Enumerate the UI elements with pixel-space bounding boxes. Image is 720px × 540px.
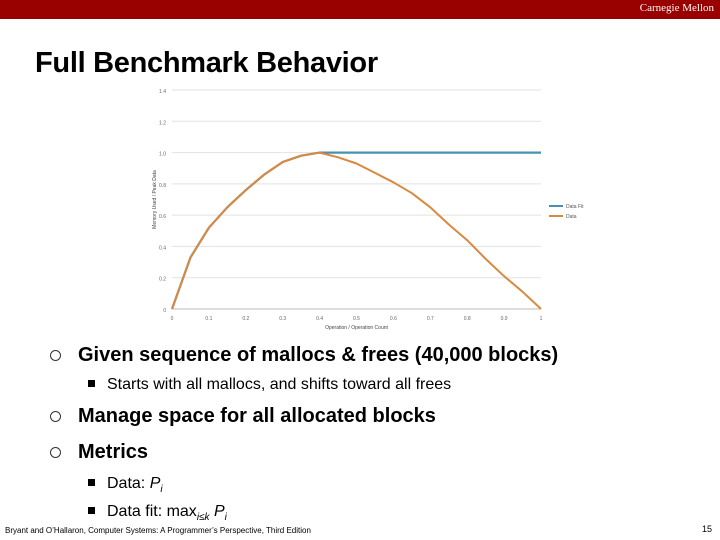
fit-sub: i≤k — [196, 512, 210, 524]
legend-label: Data — [566, 214, 577, 220]
bullet-marker-icon — [50, 411, 61, 422]
sub-bullet-data — [88, 475, 163, 495]
square-bullet-icon — [88, 507, 95, 514]
y-tick-label: 1.0 — [159, 151, 166, 158]
x-tick-label: 0.9 — [500, 316, 508, 322]
fit-var: P — [213, 503, 225, 520]
x-tick-label: 0 — [170, 316, 174, 322]
sub-bullet-1-text: Starts with all mallocs, and shifts toward all frees — [107, 376, 452, 393]
x-tick-label: 0.6 — [389, 316, 397, 322]
page-number: 15 — [701, 524, 712, 534]
legend-label: Data Fit — [566, 204, 584, 210]
bullet-1-text: Given sequence of mallocs & frees (40,000 blocks) — [78, 344, 559, 366]
x-tick-label: 0.3 — [279, 316, 287, 322]
y-tick-label: 0.6 — [159, 214, 166, 221]
x-tick-label: 0.5 — [353, 316, 360, 322]
slide-title: Full Benchmark Behavior — [35, 47, 378, 79]
data-var: P — [149, 475, 161, 492]
benchmark-chart — [145, 82, 595, 334]
footer-citation: Bryant and O’Hallaron, Computer Systems: A Programmer’s Perspective, Third Edition — [5, 526, 311, 535]
bullet-2-text: Manage space for all allocated blocks — [78, 405, 436, 427]
x-tick-label: 0.1 — [205, 316, 213, 322]
x-tick-label: 0.4 — [316, 316, 324, 322]
y-tick-label: 0.2 — [159, 276, 166, 283]
x-tick-label: 0.2 — [242, 316, 250, 322]
header-bar — [0, 0, 720, 19]
bullet-marker-icon — [50, 350, 61, 361]
square-bullet-icon — [88, 380, 95, 387]
y-tick-label: 0.8 — [159, 182, 166, 189]
series-line-data-fit — [172, 153, 541, 309]
y-tick-label: 0.4 — [159, 245, 166, 252]
fit-var-sub: i — [224, 512, 227, 524]
data-prefix: Data: — [107, 475, 150, 492]
y-axis-title: Memory Used / Peak Data — [152, 170, 158, 229]
bullet-marker-icon — [50, 447, 61, 458]
sub-bullet-1 — [88, 376, 451, 394]
fit-prefix: Data fit: max — [107, 503, 197, 520]
y-tick-label: 1.2 — [159, 120, 166, 127]
bullet-3-text: Metrics — [78, 441, 149, 463]
square-bullet-icon — [88, 479, 95, 486]
y-tick-label: 1.4 — [159, 89, 166, 95]
x-tick-label: 0.8 — [463, 316, 471, 322]
x-tick-label: 0.7 — [426, 316, 434, 322]
x-axis-title: Operation / Operation Count — [325, 325, 388, 331]
y-tick-label: 0 — [163, 308, 166, 314]
data-var-sub: i — [160, 484, 163, 496]
sub-bullet-data-fit — [88, 503, 227, 523]
series-line-data — [172, 153, 541, 309]
brand-label: Carnegie Mellon — [639, 2, 714, 14]
x-tick-label: 1 — [539, 316, 543, 322]
